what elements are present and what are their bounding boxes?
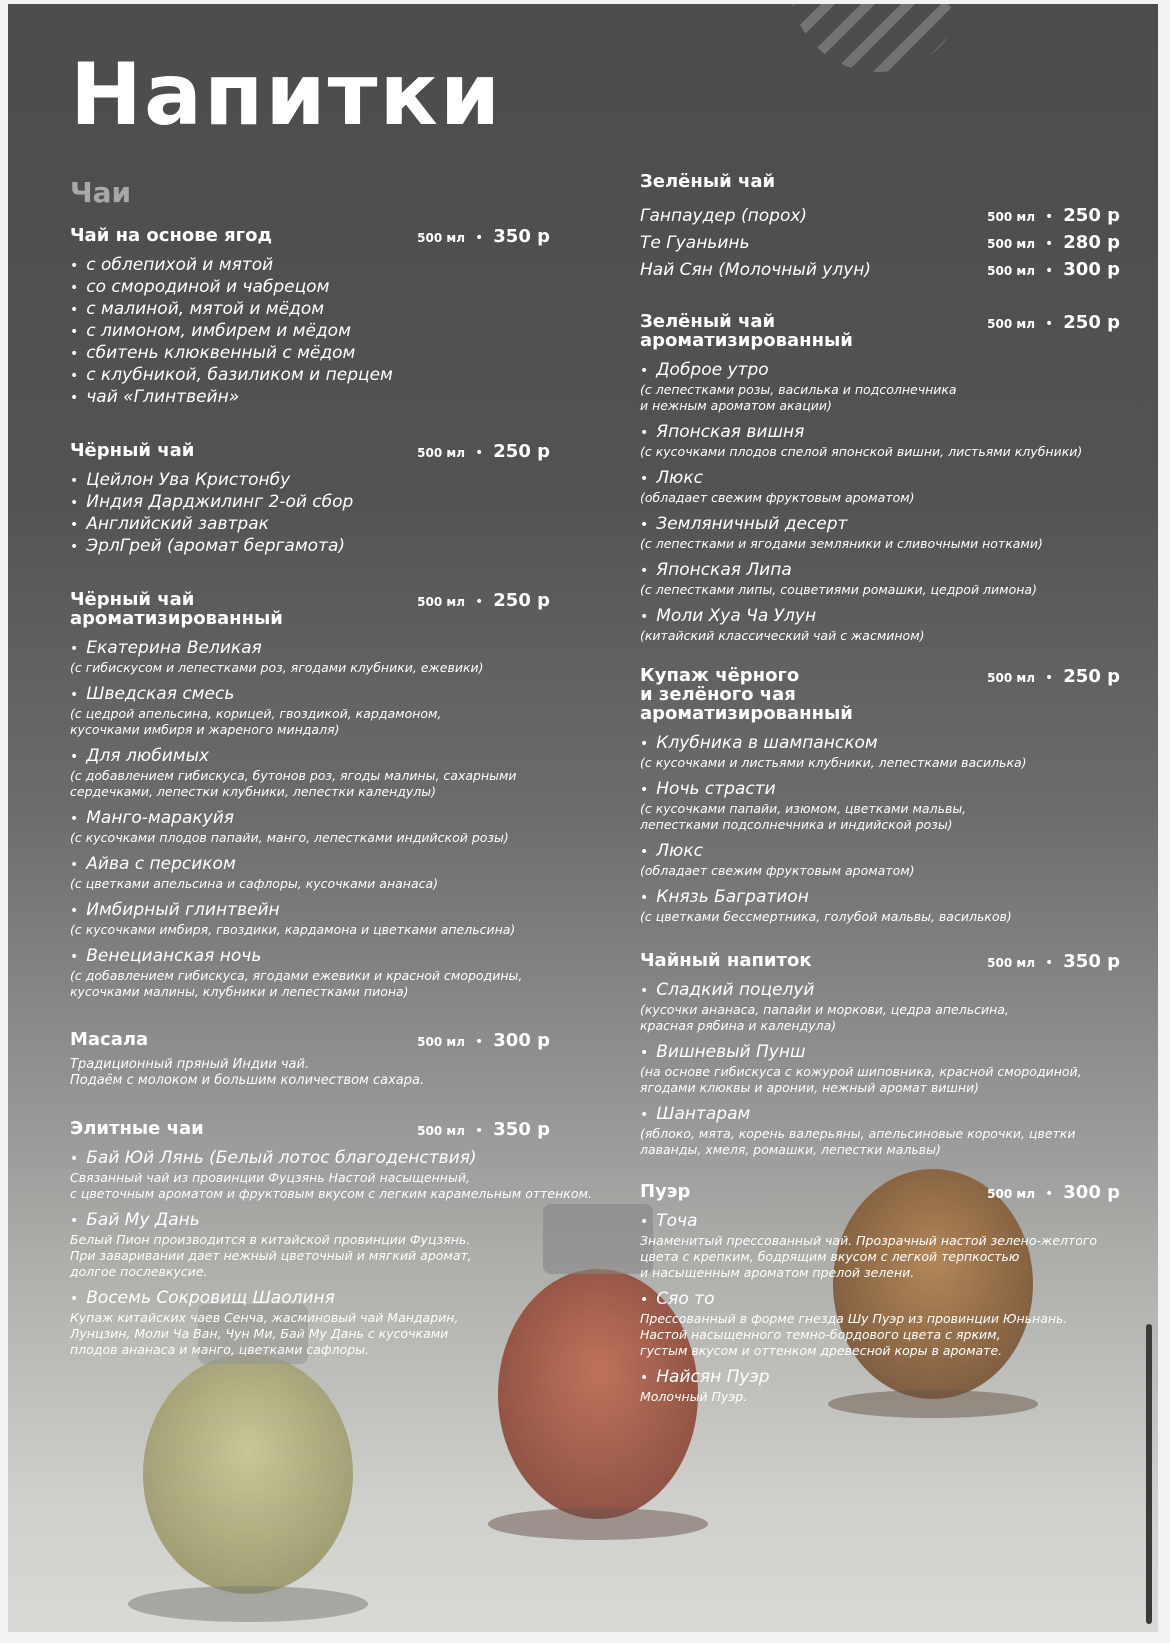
volume-label: 500 мл [417, 595, 465, 609]
price-label: 250 р [1063, 312, 1120, 333]
price-label: 250 р [493, 441, 550, 462]
bullet-icon: • [640, 1214, 649, 1230]
item-name [70, 514, 610, 536]
item-name [640, 606, 1120, 628]
menu-item [70, 854, 610, 892]
separator-dot: • [1045, 1186, 1054, 1202]
item-label: со смородиной и чабрецом [86, 277, 330, 297]
menu-item [70, 321, 610, 343]
bullet-icon: • [70, 641, 79, 657]
item-label: Люкс [656, 468, 703, 488]
section-header [70, 590, 610, 628]
item-label: Бай Юй Лянь (Белый лотос благоденствия) [86, 1148, 477, 1168]
volume-label: 500 мл [417, 231, 465, 245]
item-label: Вишневый Пунш [656, 1042, 806, 1062]
item-name [70, 684, 610, 706]
separator-dot: • [475, 1034, 484, 1050]
volume-label: 500 мл [417, 446, 465, 460]
item-description: (с добавлением гибискуса, ягодами ежевики и красной смородины, кусочками малины, клубники и лепестками пиона) [70, 968, 523, 999]
price-row [640, 259, 1120, 286]
bullet-icon: • [70, 517, 79, 533]
section-price [417, 1030, 550, 1051]
menu-section [640, 172, 1120, 286]
item-label: Ганпаудер (порох) [640, 206, 808, 226]
bullet-icon: • [70, 857, 79, 873]
menu-item [640, 1367, 1120, 1405]
item-label: Шведская смесь [86, 684, 235, 704]
menu-item [640, 887, 1120, 925]
item-list [640, 980, 1120, 1158]
item-list [70, 1148, 610, 1358]
menu-section [640, 666, 1120, 925]
item-description: (с цедрой апельсина, корицей, гвоздикой, кардамоном, кусочками имбиря и жареного миндаля) [70, 706, 442, 737]
menu-item [640, 1104, 1120, 1158]
section-header [70, 441, 610, 460]
item-label: Сладкий поцелуй [656, 980, 815, 1000]
bullet-icon: • [70, 811, 79, 827]
menu-item [640, 733, 1120, 771]
item-label: с малиной, мятой и мёдом [86, 299, 325, 319]
menu-item [70, 1210, 610, 1280]
item-description: (с лепестками розы, василька и подсолнечника и нежным ароматом акации) [640, 382, 957, 413]
menu-item [70, 536, 610, 558]
item-name [70, 638, 610, 660]
menu-item [70, 470, 610, 492]
bullet-icon: • [640, 1292, 649, 1308]
volume-label: 500 мл [987, 317, 1035, 331]
section-price [987, 951, 1120, 972]
menu-item [70, 1148, 610, 1202]
item-name [70, 854, 610, 876]
section-header [70, 226, 610, 245]
item-name [70, 299, 610, 321]
menu-item [70, 277, 610, 299]
item-label: Бай Му Дань [86, 1210, 200, 1230]
bullet-icon: • [70, 749, 79, 765]
item-list [640, 733, 1120, 925]
item-description: (кусочки ананаса, папайи и моркови, цедра апельсина, красная рябина и календула) [640, 1002, 1009, 1033]
item-description: Прессованный в форме гнезда Шу Пуэр из провинции Юньнань. Настой насыщенного темно-бордового цвета с ярким, густым вкусом и оттенком древесной коры в аромате. [640, 1311, 1068, 1358]
item-label: с клубникой, базиликом и перцем [86, 365, 393, 385]
item-label: с облепихой и мятой [86, 255, 274, 275]
item-description: (с цветками апельсина и сафлоры, кусочками ананаса) [70, 876, 439, 891]
separator-dot: • [1045, 316, 1054, 332]
section-title: Элитные чаи [70, 1118, 204, 1139]
item-label: сбитень клюквенный с мёдом [86, 343, 356, 363]
section-price [417, 441, 550, 462]
item-label: Английский завтрак [86, 514, 269, 534]
item-name [640, 468, 1120, 490]
item-label: Айва с персиком [86, 854, 236, 874]
bullet-icon: • [70, 473, 79, 489]
bullet-icon: • [70, 368, 79, 384]
item-description: (обладает свежим фруктовым ароматом) [640, 490, 915, 505]
item-label: Имбирный глинтвейн [86, 900, 280, 920]
item-list [640, 1211, 1120, 1405]
item-label: с лимоном, имбирем и мёдом [86, 321, 351, 341]
section-title: Чайный напиток [640, 950, 812, 971]
item-name [70, 1288, 610, 1310]
item-label: Те Гуаньинь [640, 233, 750, 253]
section-title: Купаж чёрного и зелёного чая ароматизированный [640, 665, 853, 724]
scrollbar[interactable] [1146, 1324, 1152, 1624]
bullet-icon: • [640, 471, 649, 487]
menu-section [70, 441, 610, 558]
item-description: (с кусочками папайи, изюмом, цветками мальвы, лепестками подсолнечника и индийской розы) [640, 801, 967, 832]
item-description: Купаж китайских чаев Сенча, жасминовый чай Мандарин, Лунцзин, Моли Ча Ван, Чун Ми, Бай Му Дань с кусочками плодов ананаса и манго, цветками сафлоры. [70, 1310, 459, 1357]
separator-dot: • [1045, 670, 1054, 686]
menu-item [640, 1042, 1120, 1096]
bullet-icon: • [640, 1370, 649, 1386]
item-name [70, 1210, 610, 1232]
item-label: Японская Липа [656, 560, 792, 580]
item-description: (яблоко, мята, корень валерьяны, апельсиновые корочки, цветки лаванды, хмеля, ромашки, лепестки мальвы) [640, 1126, 1076, 1157]
section-title: Чёрный чай [70, 440, 195, 461]
section-header [70, 1030, 610, 1049]
item-label: Шантарам [656, 1104, 751, 1124]
menu-item [70, 299, 610, 321]
menu-item [640, 514, 1120, 552]
section-header [70, 1119, 610, 1138]
menu-item [70, 255, 610, 277]
separator-dot: • [1045, 236, 1054, 252]
item-label: Восемь Сокровищ Шаолиня [86, 1288, 335, 1308]
item-description: Связанный чай из провинции Фуцзянь Настой насыщенный, с цветочным ароматом и фруктовым вкусом с легким карамельным оттенком. [70, 1170, 592, 1201]
item-name [70, 536, 610, 558]
item-label: Для любимых [86, 746, 210, 766]
item-name [70, 1148, 610, 1170]
bullet-icon: • [70, 1291, 79, 1307]
item-description: (китайский классический чай с жасмином) [640, 628, 925, 643]
bullet-icon: • [70, 539, 79, 555]
item-list [70, 470, 610, 558]
price-label: 350 р [493, 226, 550, 247]
bullet-icon: • [640, 1107, 649, 1123]
menu-item [640, 980, 1120, 1034]
menu-item [70, 365, 610, 387]
menu-section [640, 1182, 1120, 1405]
section-title: Пуэр [640, 1181, 691, 1202]
section-header [640, 312, 1120, 350]
item-description: (с кусочками и листьями клубники, лепестками василька) [640, 755, 1027, 770]
section-price [417, 1119, 550, 1140]
item-name [70, 492, 610, 514]
bullet-icon: • [70, 302, 79, 318]
bullet-icon: • [640, 517, 649, 533]
menu-item [640, 360, 1120, 414]
section-title: Зелёный чай [640, 171, 776, 192]
item-name [70, 946, 610, 968]
item-list [70, 255, 610, 409]
item-name [70, 343, 610, 365]
item-label: Цейлон Ува Кристонбу [86, 470, 291, 490]
item-description: (с лепестками липы, соцветиями ромашки, цедрой лимона) [640, 582, 1037, 597]
price-label: 250 р [1063, 666, 1120, 687]
item-description: Белый Пион производится в китайской провинции Фуцзянь. При заваривании дает нежный цветочный и мягкий аромат, долгое послевкусие. [70, 1232, 472, 1279]
menu-item [640, 422, 1120, 460]
bullet-icon: • [640, 782, 649, 798]
item-name [640, 733, 1120, 755]
item-description: (с кусочками имбиря, гвоздики, кардамона и цветками апельсина) [70, 922, 516, 937]
page-title: Напитки [70, 45, 503, 145]
item-label: Екатерина Великая [86, 638, 262, 658]
item-label: Моли Хуа Ча Улун [656, 606, 817, 626]
menu-item [640, 560, 1120, 598]
item-label: Точа [656, 1211, 698, 1231]
item-name [70, 387, 610, 409]
bullet-icon: • [640, 363, 649, 379]
item-description: (с кусочками плодов спелой японской вишни, листьями клубники) [640, 444, 1083, 459]
price-label: 350 р [493, 1119, 550, 1140]
separator-dot: • [475, 594, 484, 610]
bullet-icon: • [70, 495, 79, 511]
menu-item [70, 946, 610, 1000]
bullet-icon: • [640, 844, 649, 860]
item-label: Ночь страсти [656, 779, 776, 799]
item-name [70, 746, 610, 768]
volume-label: 500 мл [987, 210, 1035, 224]
menu-item [640, 779, 1120, 833]
item-label: Венецианская ночь [86, 946, 262, 966]
item-label: чай «Глинтвейн» [86, 387, 240, 407]
item-name [640, 514, 1120, 536]
volume-label: 500 мл [987, 671, 1035, 685]
item-description: (на основе гибискуса с кожурой шиповника, красной смородиной, ягодами клюквы и аронии, нежный аромат вишни) [640, 1064, 1082, 1095]
bullet-icon: • [70, 949, 79, 965]
item-label: Манго-маракуйя [86, 808, 234, 828]
item-label: Японская вишня [656, 422, 805, 442]
section-header [640, 951, 1120, 970]
item-name [640, 422, 1120, 444]
item-description: Знаменитый прессованный чай. Прозрачный настой зелено-желтого цвета с крепким, бодрящим вкусом с легкой терпкостью и насыщенным ароматом прелой зелени. [640, 1233, 1098, 1280]
menu-section [640, 951, 1120, 1158]
menu-item [640, 1211, 1120, 1281]
volume-label: 500 мл [417, 1035, 465, 1049]
item-label: Доброе утро [656, 360, 769, 380]
bullet-icon: • [640, 736, 649, 752]
menu-section [70, 1030, 610, 1089]
menu-item [70, 684, 610, 738]
separator-dot: • [1045, 263, 1054, 279]
bullet-icon: • [70, 1151, 79, 1167]
menu-item [70, 900, 610, 938]
bullet-icon: • [70, 1213, 79, 1229]
volume-label: 500 мл [417, 1124, 465, 1138]
menu-item [640, 841, 1120, 879]
left-column [70, 226, 610, 1366]
volume-label: 500 мл [987, 264, 1035, 278]
separator-dot: • [475, 445, 484, 461]
category-title: Чаи [70, 176, 132, 209]
bullet-icon: • [70, 903, 79, 919]
item-name [640, 841, 1120, 863]
item-description: (с добавлением гибискуса, бутонов роз, ягоды малины, сахарными сердечками, лепестки клубники, лепестки календулы) [70, 768, 517, 799]
price-label: 250 р [493, 590, 550, 611]
item-name [640, 980, 1120, 1002]
item-name [70, 470, 610, 492]
menu-section [640, 312, 1120, 644]
section-price [987, 1182, 1120, 1203]
item-name [640, 1104, 1120, 1126]
item-description: (с цветками бессмертника, голубой мальвы, васильков) [640, 909, 1012, 924]
item-name [70, 900, 610, 922]
price-label: 300 р [1063, 259, 1120, 280]
section-price [417, 226, 550, 247]
item-name [70, 808, 610, 830]
menu-item [70, 514, 610, 536]
bullet-icon: • [640, 890, 649, 906]
section-header [640, 1182, 1120, 1201]
section-title: Чёрный чай ароматизированный [70, 589, 283, 629]
item-label: ЭрлГрей (аромат бергамота) [86, 536, 346, 556]
menu-section [70, 226, 610, 409]
price-label: 350 р [1063, 951, 1120, 972]
section-title: Масала [70, 1029, 149, 1050]
section-price [987, 666, 1120, 687]
item-name [640, 887, 1120, 909]
item-name [640, 779, 1120, 801]
bullet-icon: • [640, 425, 649, 441]
section-title: Чай на основе ягод [70, 225, 272, 246]
item-description: (с гибискусом и лепестками роз, ягодами клубники, ежевики) [70, 660, 484, 675]
item-label: Индия Дарджилинг 2-ой сбор [86, 492, 354, 512]
section-price [987, 312, 1120, 333]
menu-page [8, 4, 1158, 1632]
bullet-icon: • [70, 687, 79, 703]
item-label: Земляничный десерт [656, 514, 848, 534]
section-price [987, 232, 1120, 253]
section-price [987, 205, 1120, 226]
bullet-icon: • [70, 346, 79, 362]
bullet-icon: • [70, 390, 79, 406]
price-label: 300 р [493, 1030, 550, 1051]
separator-dot: • [1045, 955, 1054, 971]
item-name [70, 365, 610, 387]
item-description: (с лепестками и ягодами земляники и сливочными нотками) [640, 536, 1043, 551]
bullet-icon: • [70, 258, 79, 274]
menu-item [70, 808, 610, 846]
menu-item [640, 468, 1120, 506]
item-label: Найсян Пуэр [656, 1367, 770, 1387]
price-row [640, 232, 1120, 259]
menu-section [70, 1119, 610, 1358]
volume-label: 500 мл [987, 237, 1035, 251]
bullet-icon: • [640, 609, 649, 625]
item-name [640, 1042, 1120, 1064]
menu-item [70, 1288, 610, 1358]
item-label: Люкс [656, 841, 703, 861]
item-description: (с кусочками плодов папайи, манго, лепестками индийской розы) [70, 830, 509, 845]
price-label: 300 р [1063, 1182, 1120, 1203]
menu-item [70, 492, 610, 514]
item-label: Клубника в шампанском [656, 733, 878, 753]
bullet-icon: • [640, 1045, 649, 1061]
item-name [70, 321, 610, 343]
item-label: Най Сян (Молочный улун) [640, 260, 872, 280]
price-rows [640, 205, 1120, 286]
separator-dot: • [475, 1123, 484, 1139]
decorative-circle [768, 4, 988, 74]
bullet-icon: • [70, 280, 79, 296]
item-description: Молочный Пуэр. [640, 1389, 748, 1404]
price-row [640, 205, 1120, 232]
item-name [640, 1211, 1120, 1233]
bullet-icon: • [640, 563, 649, 579]
item-name [640, 1367, 1120, 1389]
item-list [70, 638, 610, 1000]
menu-item [640, 606, 1120, 644]
volume-label: 500 мл [987, 956, 1035, 970]
section-description: Традиционный пряный Индии чай. Подаём с молоком и большим количеством сахара. [70, 1057, 425, 1088]
item-name [640, 360, 1120, 382]
bullet-icon: • [70, 324, 79, 340]
bullet-icon: • [640, 983, 649, 999]
item-list [640, 360, 1120, 644]
item-description: (обладает свежим фруктовым ароматом) [640, 863, 915, 878]
menu-item [70, 746, 610, 800]
menu-section [70, 590, 610, 1000]
section-price [417, 590, 550, 611]
separator-dot: • [475, 230, 484, 246]
menu-item [70, 638, 610, 676]
item-name [70, 255, 610, 277]
item-label: Сяо то [656, 1289, 715, 1309]
separator-dot: • [1045, 209, 1054, 225]
item-name [640, 560, 1120, 582]
price-label: 280 р [1063, 232, 1120, 253]
section-header [640, 666, 1120, 723]
menu-item [640, 1289, 1120, 1359]
item-name [640, 1289, 1120, 1311]
volume-label: 500 мл [987, 1187, 1035, 1201]
price-label: 250 р [1063, 205, 1120, 226]
section-price [987, 259, 1120, 280]
menu-item [70, 343, 610, 365]
menu-item [70, 387, 610, 409]
item-label: Князь Багратион [656, 887, 809, 907]
item-name [70, 277, 610, 299]
section-title: Зелёный чай ароматизированный [640, 311, 853, 351]
right-column [640, 172, 1120, 1413]
